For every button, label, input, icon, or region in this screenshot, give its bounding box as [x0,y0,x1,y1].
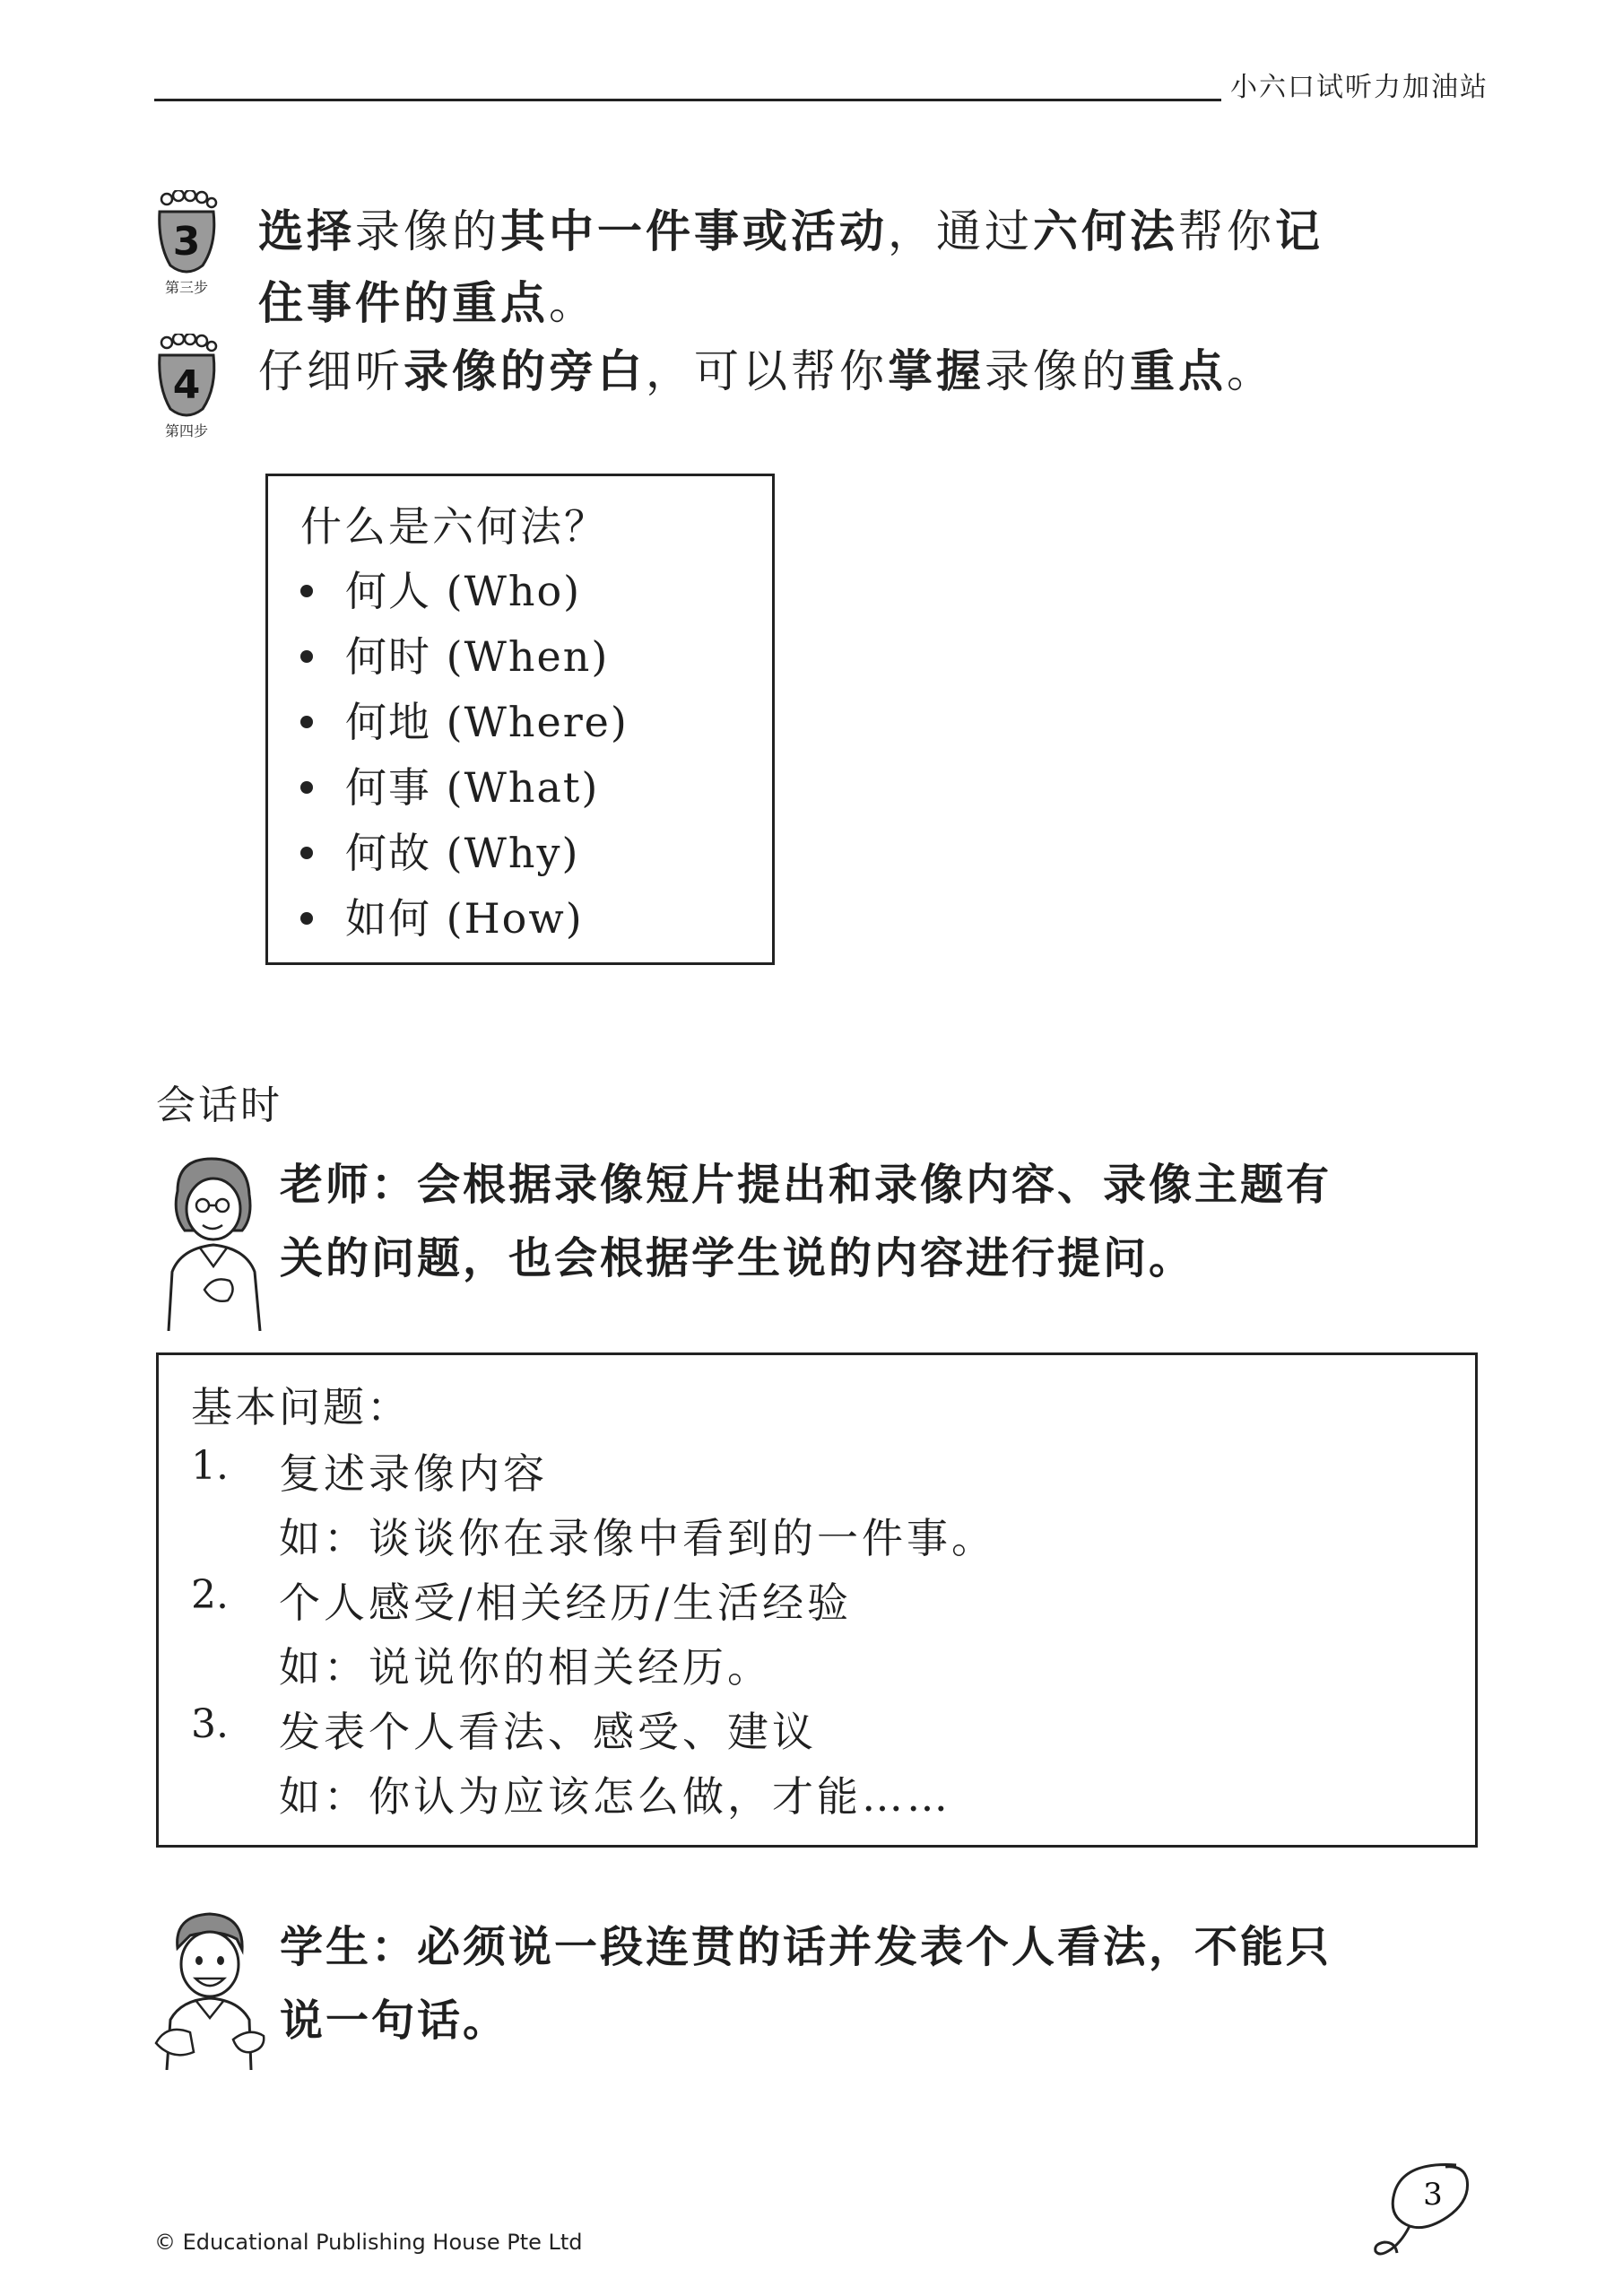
student-speech [280,1910,1623,2057]
bullet-icon [300,847,313,859]
body-text: 。 [1227,345,1275,397]
emphasis-text: 其中一件事或活动 [500,205,888,257]
basic-questions-title: 基本问题： [191,1383,411,1431]
question-example: 如：谈谈你在录像中看到的一件事。 [279,1514,996,1562]
emphasis-text: 记 [1275,205,1324,257]
step-4-line-1 [258,335,1603,407]
bullet-icon [300,912,313,925]
copyright-footer: © Educational Publishing House Pte Ltd [154,2230,583,2255]
student-line-1: 学生：必须说一段连贯的话并发表个人看法，不能只 [280,1922,1332,1972]
list-item: 何时 (When) [300,624,629,690]
body-text: ，通过 [888,205,1033,257]
header-rule [154,99,1221,101]
question-number: 1. [191,1443,229,1489]
six-methods-title: 什么是六何法？ [300,502,608,551]
svg-text:3: 3 [172,219,201,265]
basic-questions-box [156,1352,1478,1848]
footprint-step-3-icon [151,190,222,298]
emphasis-text: 重点 [1130,345,1227,397]
conversation-heading: 会话时 [156,1083,282,1128]
list-item: 如何 (How) [300,886,629,952]
list-item: 何地 (Where) [300,690,629,755]
emphasis-text: 选择 [258,205,355,257]
six-methods-box [265,474,775,965]
bullet-icon [300,585,313,597]
six-methods-list [300,559,629,952]
question-topic: 个人感受/相关经历/生活经验 [279,1578,852,1627]
bullet-icon [300,716,313,728]
question-example: 如：说说你的相关经历。 [279,1643,772,1692]
page-number-badge [1370,2158,1496,2264]
question-number: 3. [191,1701,229,1747]
emphasis-text: 掌握 [888,345,985,397]
body-text: 录像的 [355,205,500,257]
step-4-text [258,335,1603,407]
teacher-speech [280,1148,1623,1295]
emphasis-text: 录像的旁白 [404,345,646,397]
body-text: 仔细听 [258,345,404,397]
body-text: 。 [549,277,597,329]
question-topic: 发表个人看法、感受、建议 [279,1708,817,1756]
student-illustration-icon [154,1909,271,2070]
svg-text:第三步: 第三步 [164,279,209,296]
step-3-line-2 [258,267,1603,339]
bullet-icon [300,781,313,794]
list-item: 何人 (Who) [300,559,629,624]
emphasis-text: 住事件的重点 [258,277,549,329]
page-number: 3 [1423,2177,1443,2213]
question-topic: 复述录像内容 [279,1449,548,1498]
running-header-title: 小六口试听力加油站 [1230,72,1488,103]
question-number: 2. [191,1572,229,1618]
student-line-2: 说一句话。 [280,1996,509,2046]
list-item: 何事 (What) [300,755,629,821]
footprint-step-4-icon [151,334,222,441]
bullet-icon [300,650,313,663]
question-example: 如：你认为应该怎么做，才能…… [279,1772,951,1821]
teacher-illustration-icon [160,1155,267,1331]
body-text: 录像的 [985,345,1130,397]
body-text: 帮你 [1178,205,1275,257]
svg-text:第四步: 第四步 [164,422,209,439]
emphasis-text: 六何法 [1033,205,1178,257]
body-text: ，可以帮你 [646,345,888,397]
teacher-line-1: 老师：会根据录像短片提出和录像内容、录像主题有 [280,1160,1332,1210]
step-3-line-1 [258,196,1603,267]
step-3-text [258,196,1603,339]
teacher-line-2: 关的问题，也会根据学生说的内容进行提问。 [280,1233,1195,1283]
list-item: 何故 (Why) [300,821,629,886]
svg-text:4: 4 [172,362,201,408]
